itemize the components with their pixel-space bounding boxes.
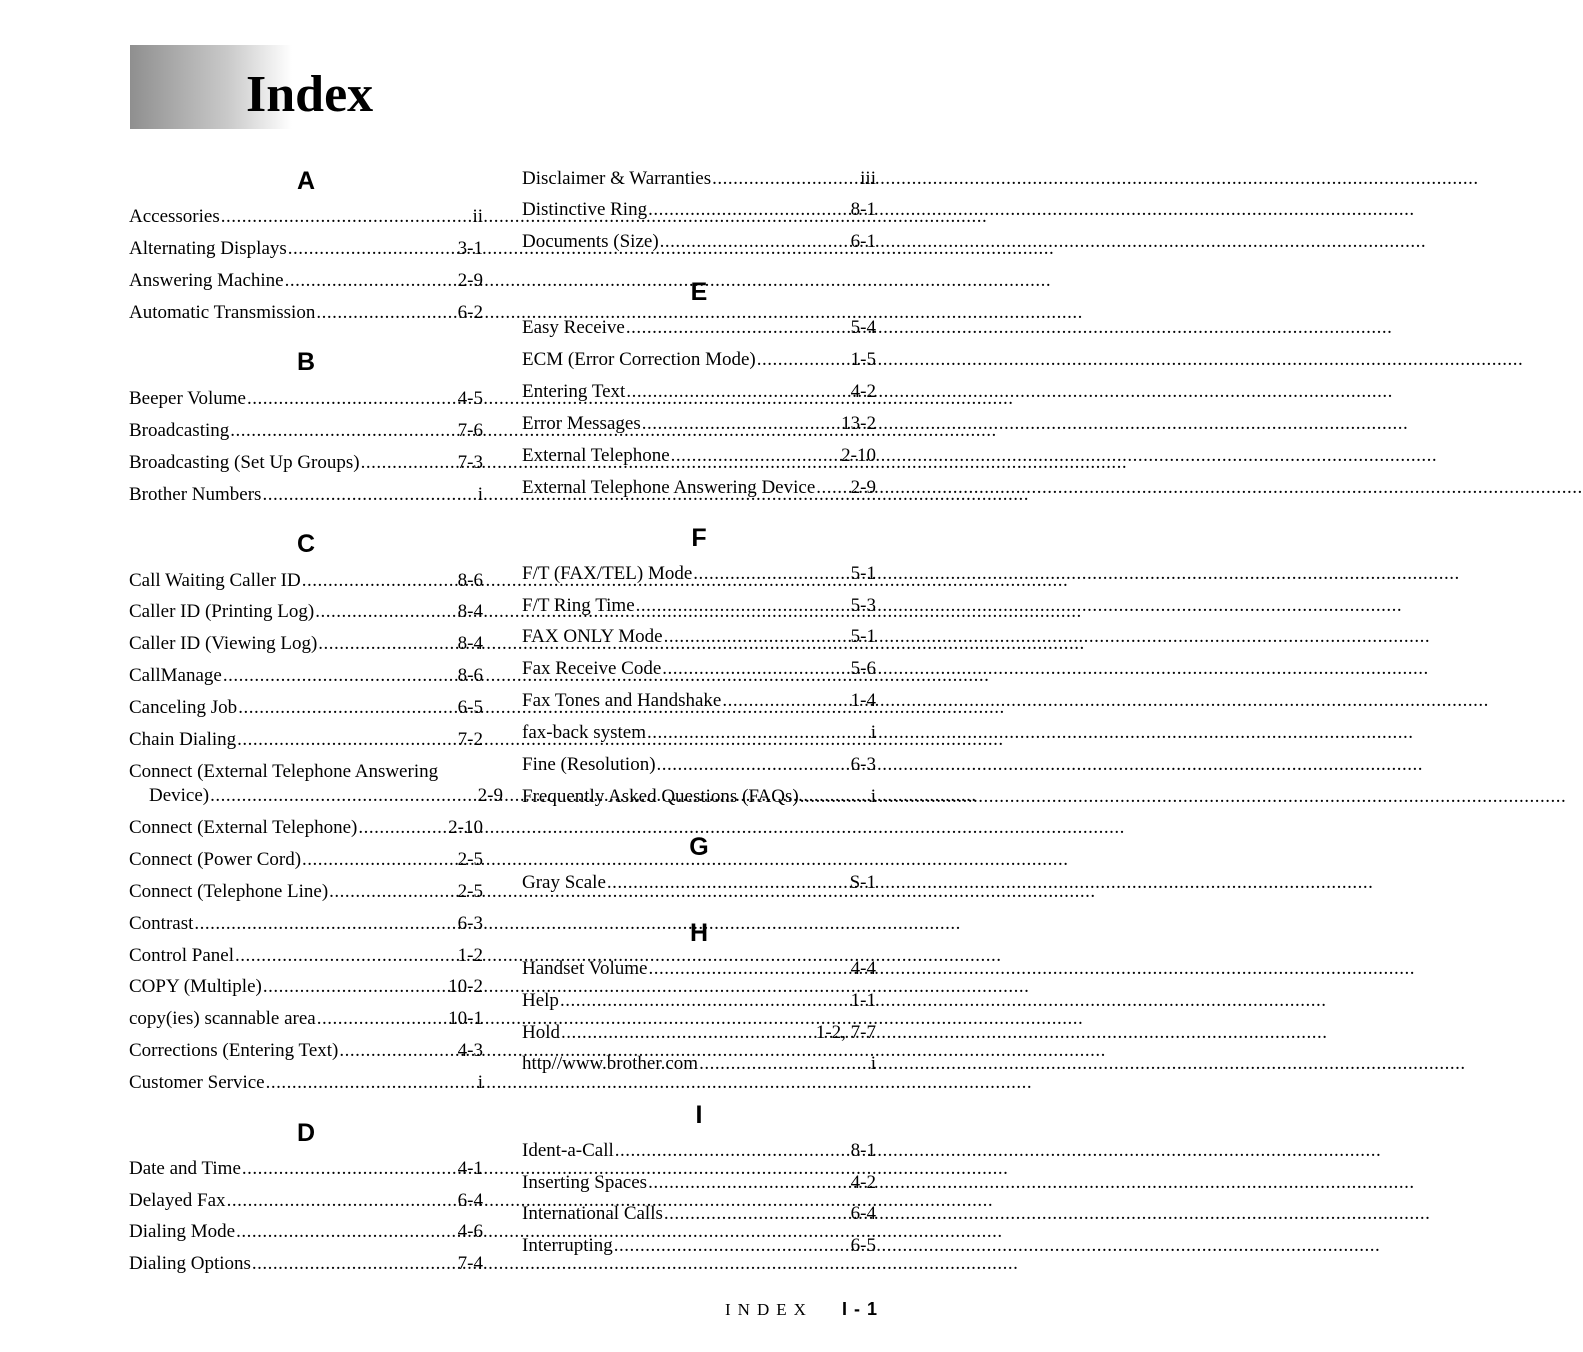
index-page-ref: 5-6 <box>850 658 876 679</box>
leader-dots <box>252 1252 457 1276</box>
index-entry <box>522 625 876 649</box>
index-page-ref: 1-2, 7-7 <box>815 1022 876 1043</box>
index-entry <box>522 444 876 468</box>
index-entry-line <box>129 600 483 624</box>
index-entry <box>129 728 483 752</box>
leader-dots <box>339 1039 456 1063</box>
index-entry <box>129 664 483 688</box>
leader-dots <box>237 728 457 752</box>
index-entry <box>129 632 483 656</box>
index-page-ref: 1-4 <box>850 690 876 711</box>
section-letter-a: A <box>296 167 316 195</box>
index-term: Caller ID (Printing Log) <box>129 601 315 622</box>
leader-dots <box>626 316 850 340</box>
index-page-ref: 7-6 <box>457 420 483 441</box>
index-entry <box>129 1220 483 1244</box>
index-entry <box>129 269 483 293</box>
index-page-ref: 1-2 <box>457 945 483 966</box>
index-term: Caller ID (Viewing Log) <box>129 633 318 654</box>
index-entry-line <box>129 1007 483 1031</box>
index-entry <box>522 1202 876 1226</box>
index-page-ref: 4-3 <box>457 1040 483 1061</box>
index-term: Gray Scale <box>522 872 606 893</box>
index-entry <box>522 476 876 500</box>
index-page-ref: 4-1 <box>457 1158 483 1179</box>
index-entry-line <box>522 721 876 745</box>
index-entry-line <box>522 380 876 404</box>
leader-dots <box>648 198 850 222</box>
index-page-ref: 1-5 <box>850 349 876 370</box>
leader-dots <box>660 230 850 254</box>
index-page-ref: 6-5 <box>850 1235 876 1256</box>
index-page-ref: 6-4 <box>457 1190 483 1211</box>
index-term: External Telephone <box>522 445 670 466</box>
leader-dots <box>227 1189 457 1213</box>
leader-dots <box>712 167 859 191</box>
index-term: fax-back system <box>522 722 646 743</box>
index-term: Corrections (Entering Text) <box>129 1040 339 1061</box>
index-entry-line <box>129 1220 483 1244</box>
index-term: Canceling Job <box>129 697 238 718</box>
index-entry-line <box>129 880 483 904</box>
section-letter-d: D <box>296 1119 316 1147</box>
index-page-ref: 4-4 <box>850 958 876 979</box>
index-page-ref: 6-3 <box>850 754 876 775</box>
leader-dots <box>329 880 457 904</box>
index-entry-line <box>522 316 876 340</box>
index-term: Easy Receive <box>522 317 625 338</box>
index-term: Connect (Power Cord) <box>129 849 302 870</box>
index-term: Delayed Fax <box>129 1190 226 1211</box>
index-entry-line <box>129 1157 483 1181</box>
index-term: http//www.brother.com <box>522 1053 699 1074</box>
index-entry <box>129 451 483 475</box>
index-entry-line <box>129 912 483 936</box>
index-page-ref: 5-3 <box>850 595 876 616</box>
index-entry-line <box>129 269 483 293</box>
index-page-ref: 2-5 <box>457 849 483 870</box>
index-entry-line <box>522 167 876 191</box>
index-page-ref: i <box>477 484 483 505</box>
index-term: Answering Machine <box>129 270 284 291</box>
index-entry-line <box>129 944 483 968</box>
index-entry-line <box>129 237 483 261</box>
index-entry <box>522 721 876 745</box>
index-entry-line <box>522 957 876 981</box>
index-term: Fax Tones and Handshake <box>522 690 722 711</box>
leader-dots <box>235 944 457 968</box>
index-entry <box>129 816 483 840</box>
index-page-ref: iii <box>860 168 876 189</box>
index-page-ref: i <box>870 786 876 807</box>
leader-dots <box>560 989 850 1013</box>
index-page-ref: 6-5 <box>457 697 483 718</box>
index-page-ref: 6-4 <box>850 1203 876 1224</box>
index-entry <box>129 1252 483 1276</box>
index-entry <box>129 569 483 593</box>
index-term: Documents (Size) <box>522 231 659 252</box>
leader-dots <box>315 600 456 624</box>
footer-section-label: INDEX <box>725 1300 813 1319</box>
leader-dots <box>262 483 476 507</box>
leader-dots <box>671 444 841 468</box>
index-term: Frequently Asked Questions (FAQs) <box>522 786 799 807</box>
index-entry <box>129 944 483 968</box>
index-term: Fax Receive Code <box>522 658 662 679</box>
leader-dots <box>236 1220 457 1244</box>
leader-dots <box>288 237 457 261</box>
leader-dots <box>693 562 849 586</box>
index-term: Dialing Options <box>129 1253 251 1274</box>
leader-dots <box>302 848 457 872</box>
index-entry-line <box>129 451 483 475</box>
index-entry <box>522 198 876 222</box>
index-term: Date and Time <box>129 1158 241 1179</box>
index-entry <box>522 957 876 981</box>
index-term: External Telephone Answering Device <box>522 477 816 498</box>
index-entry-line <box>129 483 483 507</box>
leader-dots <box>223 664 457 688</box>
leader-dots <box>358 816 447 840</box>
index-term: Contrast <box>129 913 194 934</box>
section-letter-b: B <box>296 348 316 376</box>
index-entry-line <box>129 301 483 325</box>
index-page-ref: 5-1 <box>850 626 876 647</box>
index-term: Handset Volume <box>522 958 648 979</box>
index-term: Interrupting <box>522 1235 613 1256</box>
index-entry-line <box>129 1039 483 1063</box>
index-entry <box>129 1189 483 1213</box>
index-term: Accessories <box>129 206 220 227</box>
index-entry <box>522 871 876 895</box>
index-page-ref: 7-4 <box>457 1253 483 1274</box>
index-entry <box>129 600 483 624</box>
index-entry <box>522 1234 876 1258</box>
index-entry <box>129 760 503 808</box>
index-term: ECM (Error Correction Mode) <box>522 349 756 370</box>
index-term: Hold <box>522 1022 560 1043</box>
index-page-ref: 1-1 <box>850 990 876 1011</box>
index-entry <box>129 696 483 720</box>
index-page-ref: 10-1 <box>448 1008 483 1029</box>
index-entry-line <box>129 1071 483 1095</box>
index-term: Disclaimer & Warranties <box>522 168 712 189</box>
index-term: Chain Dialing <box>129 729 237 750</box>
index-entry-line <box>522 689 876 713</box>
index-entry <box>522 230 876 254</box>
index-entry-line <box>522 1139 876 1163</box>
index-entry <box>129 848 483 872</box>
index-entry <box>522 167 876 191</box>
index-page-ref: 4-5 <box>457 388 483 409</box>
index-term: Broadcasting (Set Up Groups) <box>129 452 360 473</box>
index-entry <box>522 1171 876 1195</box>
index-page-ref: 8-6 <box>457 570 483 591</box>
index-page-ref: ii <box>472 206 483 227</box>
leader-dots <box>607 871 849 895</box>
index-entry <box>522 753 876 777</box>
leader-dots <box>664 1202 850 1226</box>
index-entry <box>522 657 876 681</box>
index-page-ref: 8-1 <box>850 1140 876 1161</box>
index-page-ref: 2-9 <box>850 477 876 498</box>
index-entry <box>129 880 483 904</box>
index-entry-line <box>522 989 876 1013</box>
index-entry <box>129 301 483 325</box>
leader-dots <box>648 1171 850 1195</box>
index-entry <box>522 785 876 809</box>
index-entry-line <box>129 784 503 808</box>
leader-dots <box>317 1007 447 1031</box>
index-entry <box>129 1157 483 1181</box>
index-entry <box>522 316 876 340</box>
index-entry-line <box>129 205 483 229</box>
index-entry-line <box>522 657 876 681</box>
index-entry <box>129 237 483 261</box>
leader-dots <box>361 451 457 475</box>
leader-dots <box>221 205 472 229</box>
index-entry-line <box>522 412 876 436</box>
leader-dots <box>722 689 849 713</box>
leader-dots <box>266 1071 477 1095</box>
index-entry-line <box>522 230 876 254</box>
index-entry-line <box>129 696 483 720</box>
index-entry-line <box>522 1021 876 1045</box>
index-entry-line <box>522 871 876 895</box>
index-page-ref: 4-2 <box>850 381 876 402</box>
index-page-ref: 6-2 <box>457 302 483 323</box>
index-page-ref: S-1 <box>849 872 876 893</box>
index-entry <box>129 1039 483 1063</box>
leader-dots <box>636 594 850 618</box>
index-page-ref: 7-3 <box>457 452 483 473</box>
index-term: Dialing Mode <box>129 1221 236 1242</box>
leader-dots <box>662 657 849 681</box>
index-entry-line <box>129 632 483 656</box>
index-entry-line <box>522 785 876 809</box>
index-term: Help <box>522 990 559 1011</box>
index-term: Beeper Volume <box>129 388 246 409</box>
index-term: FAX ONLY Mode <box>522 626 663 647</box>
index-term: Control Panel <box>129 945 235 966</box>
index-entry-line <box>129 387 483 411</box>
section-letter-f: F <box>691 524 707 552</box>
index-page-ref: 5-1 <box>850 563 876 584</box>
section-letter-c: C <box>296 530 316 558</box>
index-term: Customer Service <box>129 1072 265 1093</box>
leader-dots <box>816 476 849 500</box>
leader-dots <box>561 1021 815 1045</box>
index-term: Alternating Displays <box>129 238 287 259</box>
index-entry <box>522 594 876 618</box>
index-entry-line <box>522 562 876 586</box>
leader-dots <box>626 380 849 404</box>
index-page-ref: 2-10 <box>841 445 876 466</box>
leader-dots <box>657 753 850 777</box>
leader-dots <box>615 1139 850 1163</box>
section-letter-h: H <box>689 919 709 947</box>
index-page-ref: 7-2 <box>457 729 483 750</box>
index-entry <box>129 1007 483 1031</box>
index-entry-line <box>522 753 876 777</box>
index-page-ref: i <box>870 1053 876 1074</box>
leader-dots <box>230 419 456 443</box>
index-entry-line <box>522 348 876 372</box>
index-entry-line <box>129 975 483 999</box>
index-page-ref: 2-9 <box>477 785 503 806</box>
index-term: copy(ies) scannable area <box>129 1008 316 1029</box>
index-entry <box>522 1052 876 1076</box>
leader-dots <box>285 269 457 293</box>
leader-dots <box>642 412 840 436</box>
index-entry-line <box>129 1189 483 1213</box>
index-entry-line <box>522 1052 876 1076</box>
leader-dots <box>316 301 456 325</box>
index-term: Connect (External Telephone Answering <box>129 761 439 782</box>
index-term: Device) <box>149 785 210 806</box>
index-page-ref: 6-1 <box>850 231 876 252</box>
index-page-ref: 8-4 <box>457 633 483 654</box>
index-entry-line <box>522 625 876 649</box>
index-term: COPY (Multiple) <box>129 976 262 997</box>
section-letter-g: G <box>689 833 709 861</box>
index-entry-line <box>129 728 483 752</box>
index-entry <box>129 205 483 229</box>
index-entry <box>129 1071 483 1095</box>
index-entry <box>522 348 876 372</box>
index-page-ref: 8-4 <box>457 601 483 622</box>
index-page-ref: i <box>477 1072 483 1093</box>
index-page-ref: 4-6 <box>457 1221 483 1242</box>
index-page-ref: 10-2 <box>448 976 483 997</box>
index-term: CallManage <box>129 665 222 686</box>
index-term: Connect (Telephone Line) <box>129 881 329 902</box>
index-term: Connect (External Telephone) <box>129 817 358 838</box>
index-term: F/T (FAX/TEL) Mode <box>522 563 693 584</box>
index-page-ref: 4-2 <box>850 1172 876 1193</box>
leader-dots <box>247 387 457 411</box>
index-term: Inserting Spaces <box>522 1172 648 1193</box>
leader-dots <box>648 957 849 981</box>
index-entry <box>522 689 876 713</box>
index-term: International Calls <box>522 1203 663 1224</box>
leader-dots <box>647 721 870 745</box>
index-page-ref: 2-5 <box>457 881 483 902</box>
section-letter-e: E <box>690 278 708 306</box>
index-page-ref: 2-10 <box>448 817 483 838</box>
leader-dots <box>800 785 870 809</box>
index-entry-line <box>522 444 876 468</box>
index-entry-line <box>522 198 876 222</box>
index-entry-line <box>129 569 483 593</box>
footer-page-number: I - 1 <box>842 1299 879 1319</box>
leader-dots <box>664 625 850 649</box>
index-page-ref: 8-6 <box>457 665 483 686</box>
index-entry <box>522 412 876 436</box>
index-entry <box>129 975 483 999</box>
index-term: Broadcasting <box>129 420 230 441</box>
section-letter-i: I <box>695 1101 703 1129</box>
index-page-ref: 6-3 <box>457 913 483 934</box>
leader-dots <box>318 632 456 656</box>
index-entry-line <box>129 664 483 688</box>
leader-dots <box>757 348 850 372</box>
index-page-ref: i <box>870 722 876 743</box>
leader-dots <box>242 1157 457 1181</box>
index-page-ref: 3-1 <box>457 238 483 259</box>
index-page-ref: 13-2 <box>841 413 876 434</box>
index-entry-line <box>522 1234 876 1258</box>
leader-dots <box>614 1234 850 1258</box>
page-title: Index <box>246 66 374 123</box>
index-entry <box>129 419 483 443</box>
index-entry <box>522 1139 876 1163</box>
index-entry <box>129 912 483 936</box>
leader-dots <box>238 696 456 720</box>
index-entry <box>522 380 876 404</box>
index-page-ref: 8-1 <box>850 199 876 220</box>
index-entry-line <box>129 1252 483 1276</box>
index-entry <box>129 483 483 507</box>
index-term: F/T Ring Time <box>522 595 635 616</box>
index-term: Fine (Resolution) <box>522 754 656 775</box>
index-entry-line <box>522 594 876 618</box>
index-page-ref: 2-9 <box>457 270 483 291</box>
index-term: Distinctive Ring <box>522 199 648 220</box>
index-term: Call Waiting Caller ID <box>129 570 301 591</box>
leader-dots <box>194 912 456 936</box>
leader-dots <box>699 1052 870 1076</box>
index-term: Brother Numbers <box>129 484 262 505</box>
index-entry-line <box>522 1171 876 1195</box>
index-entry-line <box>129 419 483 443</box>
index-term: Entering Text <box>522 381 626 402</box>
index-entry-line <box>522 1202 876 1226</box>
leader-dots <box>302 569 457 593</box>
index-term: Automatic Transmission <box>129 302 316 323</box>
index-entry-line <box>522 476 876 500</box>
index-entry <box>522 562 876 586</box>
index-term: Error Messages <box>522 413 641 434</box>
index-entry-line <box>129 848 483 872</box>
index-page-ref: 5-4 <box>850 317 876 338</box>
index-entry <box>522 1021 876 1045</box>
leader-dots <box>263 975 447 999</box>
leader-dots <box>210 784 477 808</box>
index-term: Ident-a-Call <box>522 1140 614 1161</box>
index-entry <box>129 387 483 411</box>
index-entry-line <box>129 816 483 840</box>
index-entry <box>522 989 876 1013</box>
